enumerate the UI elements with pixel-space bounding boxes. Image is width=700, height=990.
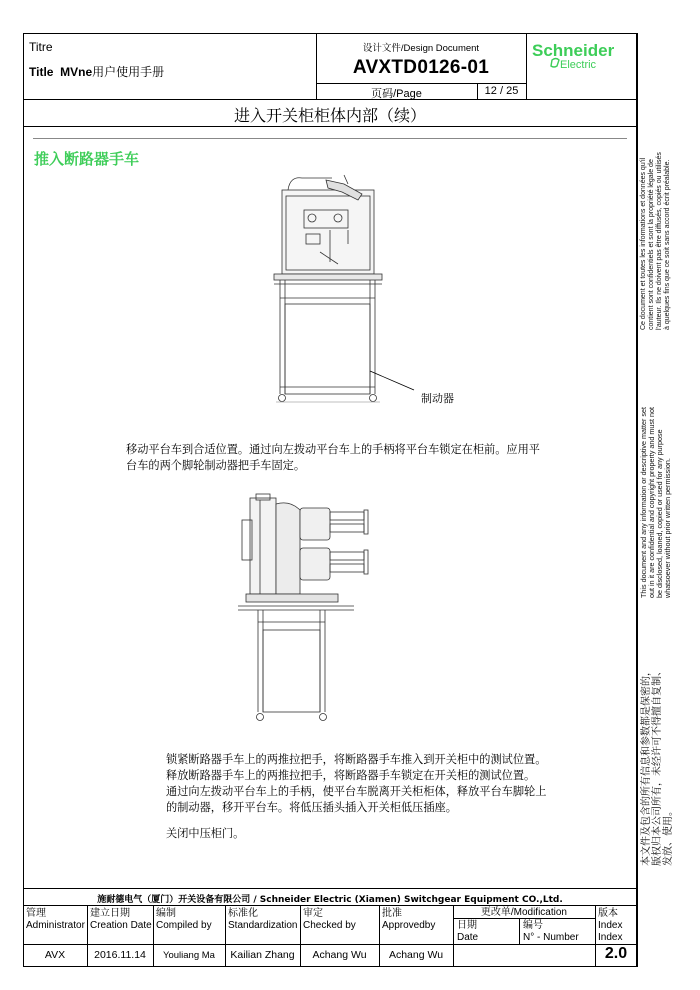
side-note-chinese: 本文件及包含的所有信息和参数都是保密的， 版权归本公司所有，未经许可不得擅自复制、 发放、使用。 xyxy=(641,666,674,866)
title-bottom-rule xyxy=(23,126,637,127)
section-heading: 推入断路器手车 xyxy=(34,150,140,168)
side-note-english: This document and any information or descriptive matter set out in it are confidential and copyright property and must not be disclosed, loaned, copied or used for any purpose whatsoever without prior written permission. xyxy=(639,407,672,598)
breaker-side-drawing xyxy=(230,490,380,725)
page-label: 页码/Page xyxy=(371,88,422,100)
section-rule xyxy=(33,138,627,139)
footer-date-label: 日期 Date xyxy=(457,920,479,943)
footer-admin-value: AVX xyxy=(44,949,66,961)
logo-subtext: Electric xyxy=(560,59,597,71)
callout-leader xyxy=(368,370,418,392)
footer-standardization-label: 标准化 Standardization xyxy=(228,908,298,931)
side-note-french: Ce document et toutes les informations et données qu'il contient sont confidentiels et sont la propriété légale de l'auteur. Ils ne doivent pas être diffusés, copiés ou utilisés à quelques fins que ce soit sans accord écrit préalable. xyxy=(640,152,671,330)
footer-top-rule xyxy=(23,888,637,889)
page-number: 12 / 25 xyxy=(484,85,519,97)
footer-company-rule xyxy=(23,905,637,906)
page-title: 进入开关柜柜体内部（续） xyxy=(233,106,426,125)
footer-admin-label: 管理 Administrator xyxy=(26,908,85,931)
footer-creation-date-label: 建立日期 Creation Date xyxy=(90,908,152,931)
footer-value-rule xyxy=(23,944,637,945)
footer-compiled-value: Youliang Ma xyxy=(163,950,215,961)
modification-label: 更改单/Modification xyxy=(480,907,567,918)
paragraph-line: 锁紧断路器手车上的两推拉把手，将断路器手车推入到开关柜中的测试位置。 xyxy=(166,753,547,766)
title-line xyxy=(29,63,164,80)
side-border xyxy=(637,33,638,967)
footer-col-divider xyxy=(519,918,520,944)
paragraph-line: 通过向左拨动平台车上的手柄，使平台车脱离开关柜柜体，释放平台车脚轮上 xyxy=(166,785,547,798)
company-name: 施耐德电气（厦门）开关设备有限公司 / Schneider Electric (Xiamen) Switchgear Equipment CO.,Ltd. xyxy=(97,895,563,905)
paragraph-line: 台车的两个脚轮制动器把手车固定。 xyxy=(126,459,306,472)
footer-checked-label: 审定 Checked by xyxy=(303,908,356,931)
footer-number-label: 编号 N° - Number xyxy=(523,920,579,943)
paragraph-close-door: 关闭中压柜门。 xyxy=(166,827,245,840)
title-value: MVne xyxy=(60,65,93,79)
footer-version-label: 版本 Index Index xyxy=(598,908,623,943)
footer-approved-label: 批准 Approvedby xyxy=(382,908,436,931)
footer-creation-date-value: 2016.11.14 xyxy=(94,949,146,961)
footer-checked-value: Achang Wu xyxy=(312,949,367,961)
paragraph-line: 移动平台车到合适位置。通过向左拨动平台车上的手柄将平台车锁定在柜前。应用平 xyxy=(126,443,540,456)
footer-compiled-label: 编制 Compiled by xyxy=(156,908,212,931)
paragraph-push-breaker xyxy=(166,752,546,816)
document-number: AVXTD0126-01 xyxy=(352,57,490,78)
title-suffix: 用户使用手册 xyxy=(92,65,165,79)
page-row-rule xyxy=(316,83,526,84)
design-document-label: 设计文件/Design Document xyxy=(362,43,480,54)
titre-label: Titre xyxy=(29,40,53,54)
paragraph-line: 的制动器，移开平台车。将低压插头插入开关柜低压插座。 xyxy=(166,801,457,814)
logo-text: Schneider xyxy=(532,41,615,60)
version-value: 2.0 xyxy=(604,945,628,962)
brake-callout-label: 制动器 xyxy=(421,392,454,405)
footer-approved-value: Achang Wu xyxy=(388,949,444,961)
paragraph-move-trolley xyxy=(126,442,540,474)
footer-standardization-value: Kailian Zhang xyxy=(230,949,295,961)
schneider-logo-mark xyxy=(530,40,634,74)
title-label: Title xyxy=(29,65,54,79)
schneider-logo xyxy=(530,40,634,74)
header-divider-right xyxy=(526,33,527,99)
figure-breaker-side xyxy=(230,490,380,725)
paragraph-line: 释放断路器手车上的两推拉把手，将断路器手车锁定在开关柜的测试位置。 xyxy=(166,769,536,782)
